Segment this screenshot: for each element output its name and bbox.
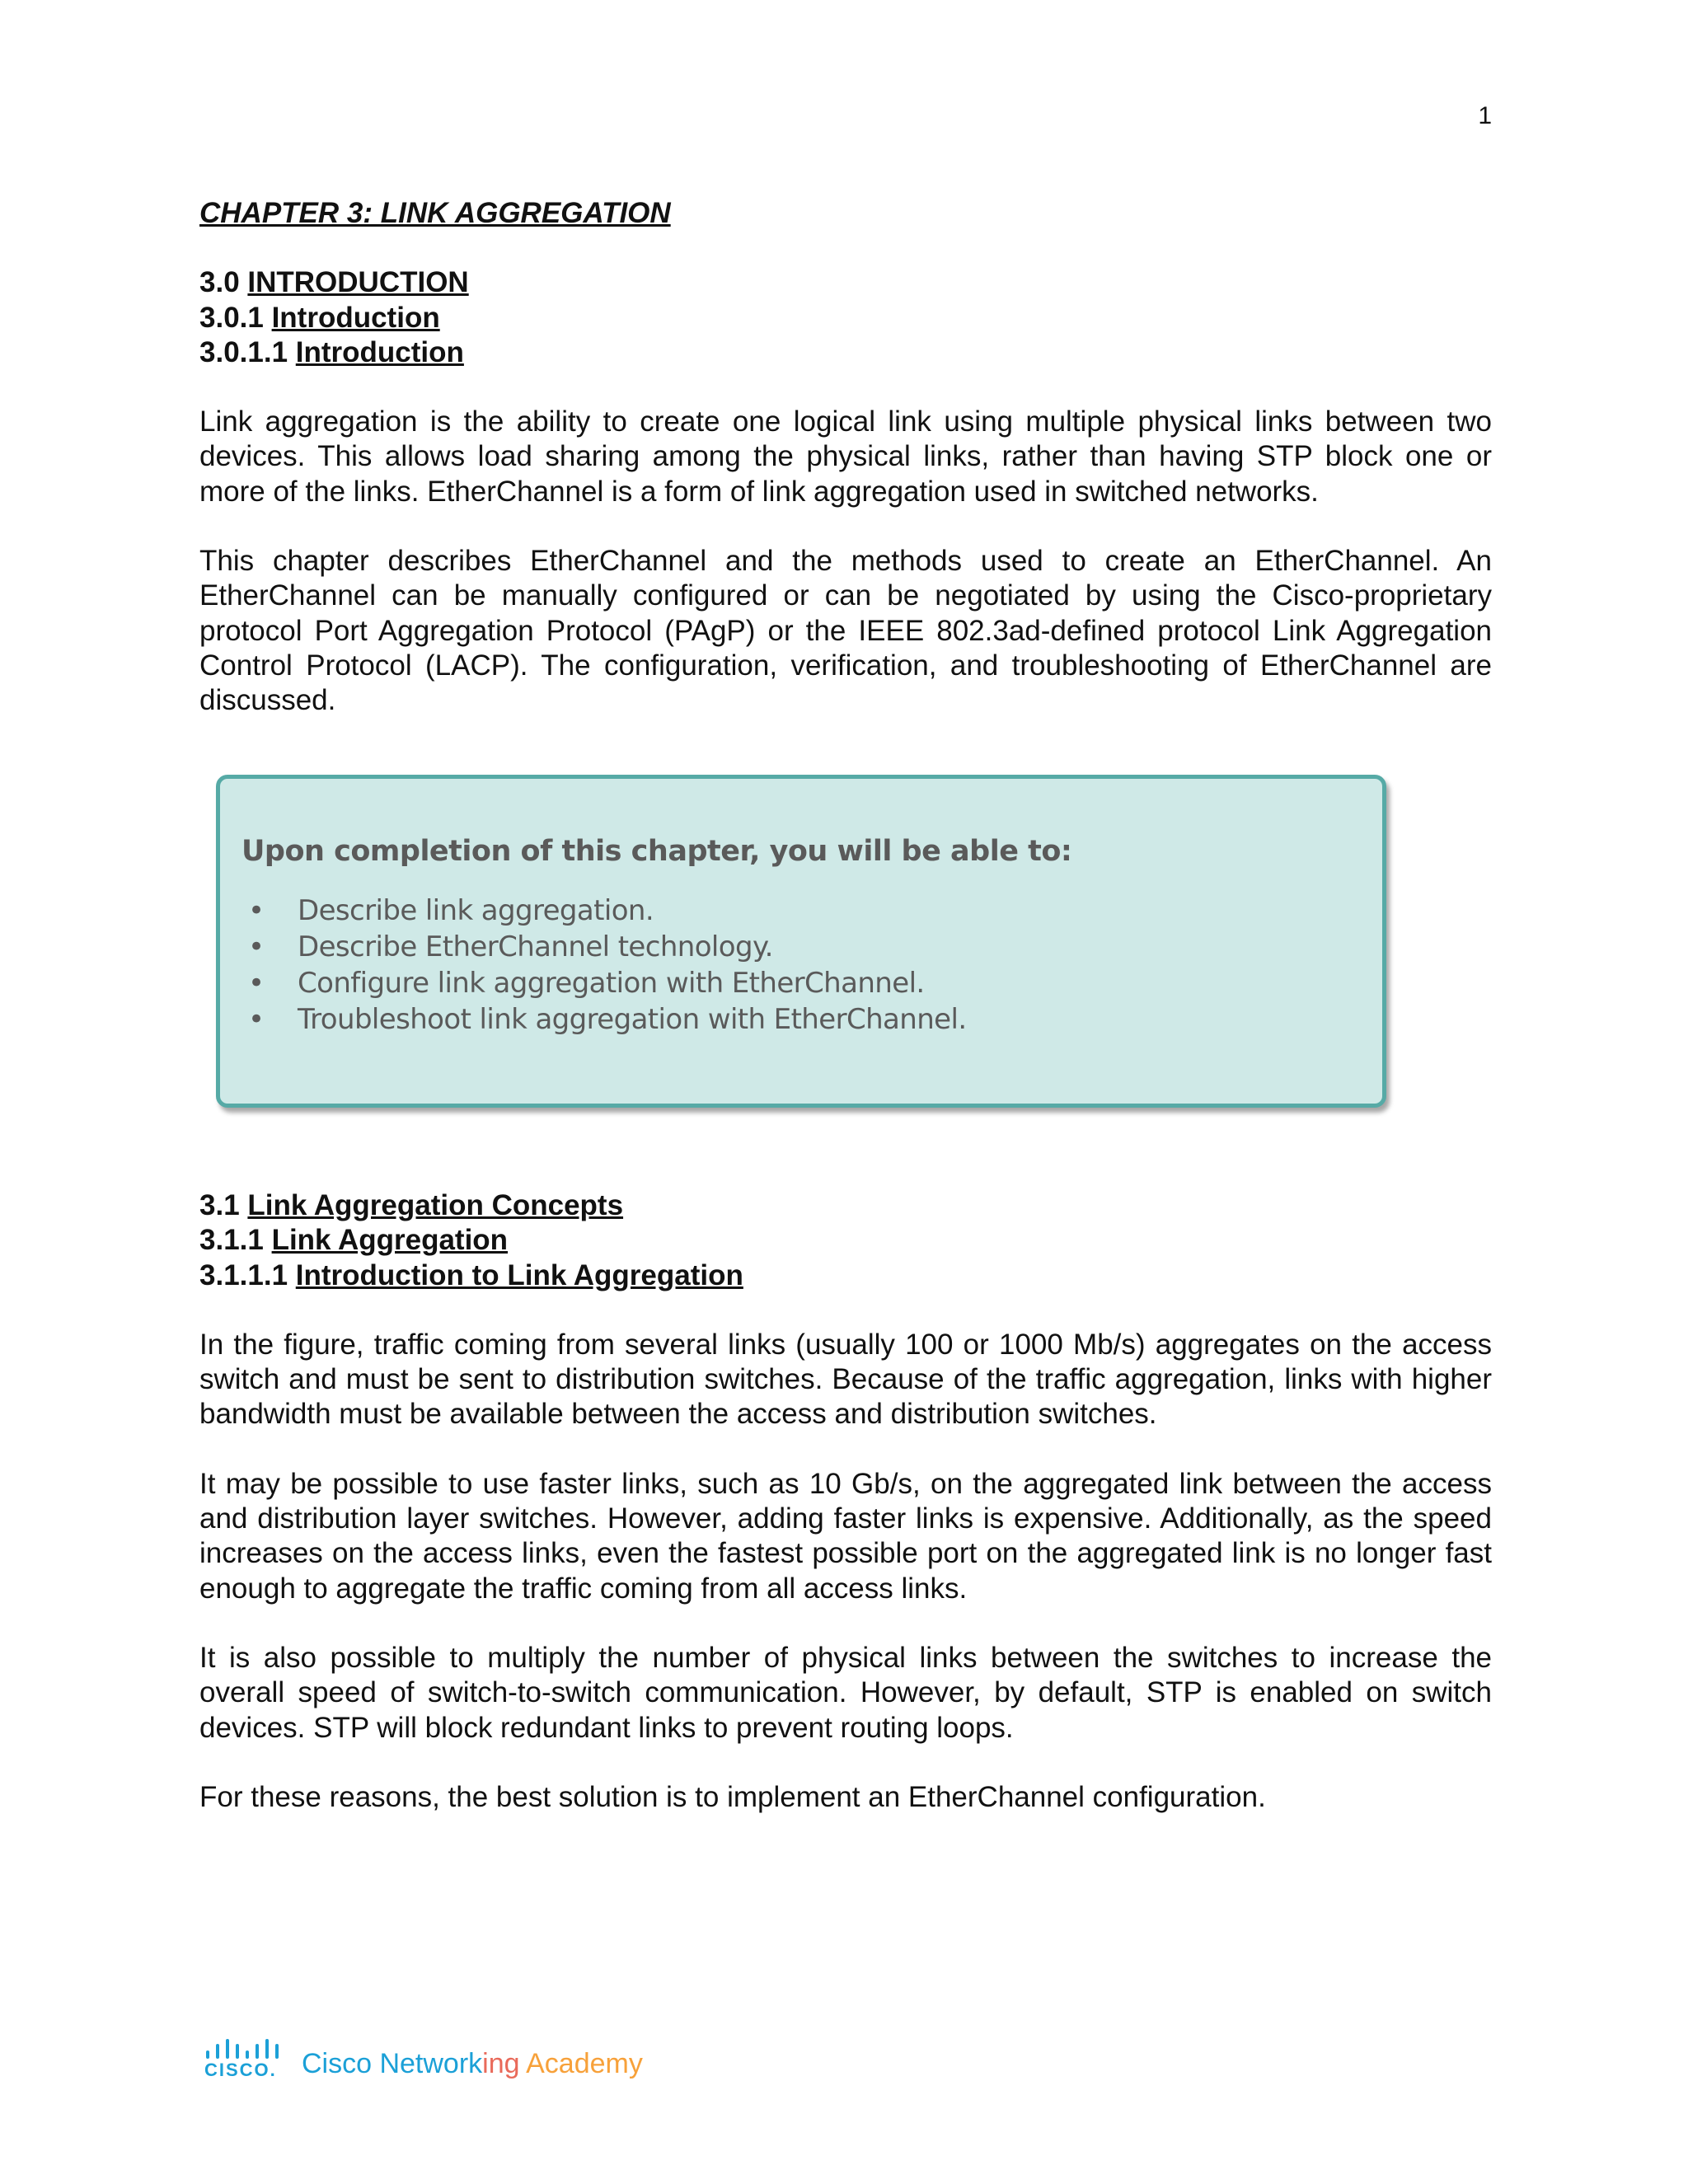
objectives-title: Upon completion of this chapter, you will be able to: [241,835,1072,868]
list-item [241,929,1382,965]
paragraph: Link aggregation is the ability to create one logical link using multiple physical links between two devices. This allows load sharing among the physical links, rather than having STP block one or more of the links. EtherChannel is a form of link aggregation used in switched networks. [199,405,1492,508]
section-link-aggregation-concepts [199,1188,1492,1815]
academy-word-academy: Academy [526,2048,643,2079]
list-item [241,1001,1382,1038]
heading-link-link-aggregation-concepts[interactable]: Link Aggregation Concepts [247,1189,624,1221]
heading-3-0-1-1 [199,335,1492,370]
bullet-icon: • [248,967,265,1000]
heading-link-introduction[interactable]: INTRODUCTION [247,266,469,299]
heading-number: 3.0.1 [199,301,272,334]
academy-wordmark [302,2047,643,2080]
academy-word-ing: ing [482,2048,527,2079]
page-number: 1 [1478,102,1492,129]
paragraph: For these reasons, the best solution is to implement an EtherChannel configuration. [199,1780,1266,1813]
list-item [241,893,1382,929]
cisco-networking-academy-logo [204,2027,643,2080]
section-introduction [199,196,1492,719]
heading-3-1-1-1 [199,1258,1492,1293]
bullet-icon: • [248,1003,265,1036]
heading-number: 3.0 [199,266,248,299]
bullet-icon: • [248,930,265,963]
heading-3-1-1 [199,1223,1492,1258]
cisco-bars-icon [204,2037,284,2060]
academy-word-network: Network [379,2048,483,2079]
academy-word-cisco: Cisco [302,2048,380,2079]
heading-number: 3.1.1 [199,1224,272,1257]
objective-text: Configure link aggregation with EtherChannel. [298,967,925,1000]
heading-link-introduction-to-link-aggregation[interactable]: Introduction to Link Aggregation [295,1258,743,1291]
heading-link-introduction[interactable]: Introduction [271,301,440,334]
heading-link-introduction[interactable]: Introduction [295,335,464,368]
paragraph: It is also possible to multiply the number of physical links between the switches to increase the overall speed of switch-to-switch communication. However, by default, STP is enabled on switch devices. STP will block redundant links to prevent routing loops. [199,1641,1492,1744]
cisco-wordmark: CISCO. [204,2060,277,2080]
list-item [241,965,1382,1001]
heading-number: 3.0.1.1 [199,335,296,368]
paragraph: This chapter describes EtherChannel and the methods used to create an EtherChannel. An EtherChannel can be manually configured or can be negotiated by using the Cisco-proprietary protocol Port Aggregation Protocol (PAgP) or the IEEE 802.3ad-defined protocol Link Aggregation Control Protocol (LACP). The configuration, verification, and troubleshooting of EtherChannel are discussed. [199,545,1492,717]
objective-text: Describe link aggregation. [298,894,654,927]
objectives-list [241,893,1382,1038]
heading-3-0 [199,265,1492,300]
cisco-logo [204,2037,284,2080]
bullet-icon: • [248,894,265,927]
chapter-objectives-box [216,775,1386,1108]
heading-number: 3.1 [199,1189,248,1221]
objective-text: Troubleshoot link aggregation with EtherChannel. [298,1003,967,1036]
paragraph: It may be possible to use faster links, such as 10 Gb/s, on the aggregated link between the access and distribution layer switches. However, adding faster links is expensive. Additionally, as the speed increases on the access links, even the fastest possible port on the aggregated link is no longer fast enough to aggregate the traffic coming from all access links. [199,1467,1492,1605]
objective-text: Describe EtherChannel technology. [298,930,773,963]
heading-3-0-1 [199,301,1492,335]
heading-3-1 [199,1188,1492,1223]
chapter-title: CHAPTER 3: LINK AGGREGATION [199,197,671,229]
heading-number: 3.1.1.1 [199,1258,296,1291]
paragraph: In the figure, traffic coming from several links (usually 100 or 1000 Mb/s) aggregates on the access switch and must be sent to distribution switches. Because of the traffic aggregation, links with higher bandwidth must be available between the access and distribution switches. [199,1328,1492,1431]
heading-link-link-aggregation[interactable]: Link Aggregation [271,1224,509,1257]
